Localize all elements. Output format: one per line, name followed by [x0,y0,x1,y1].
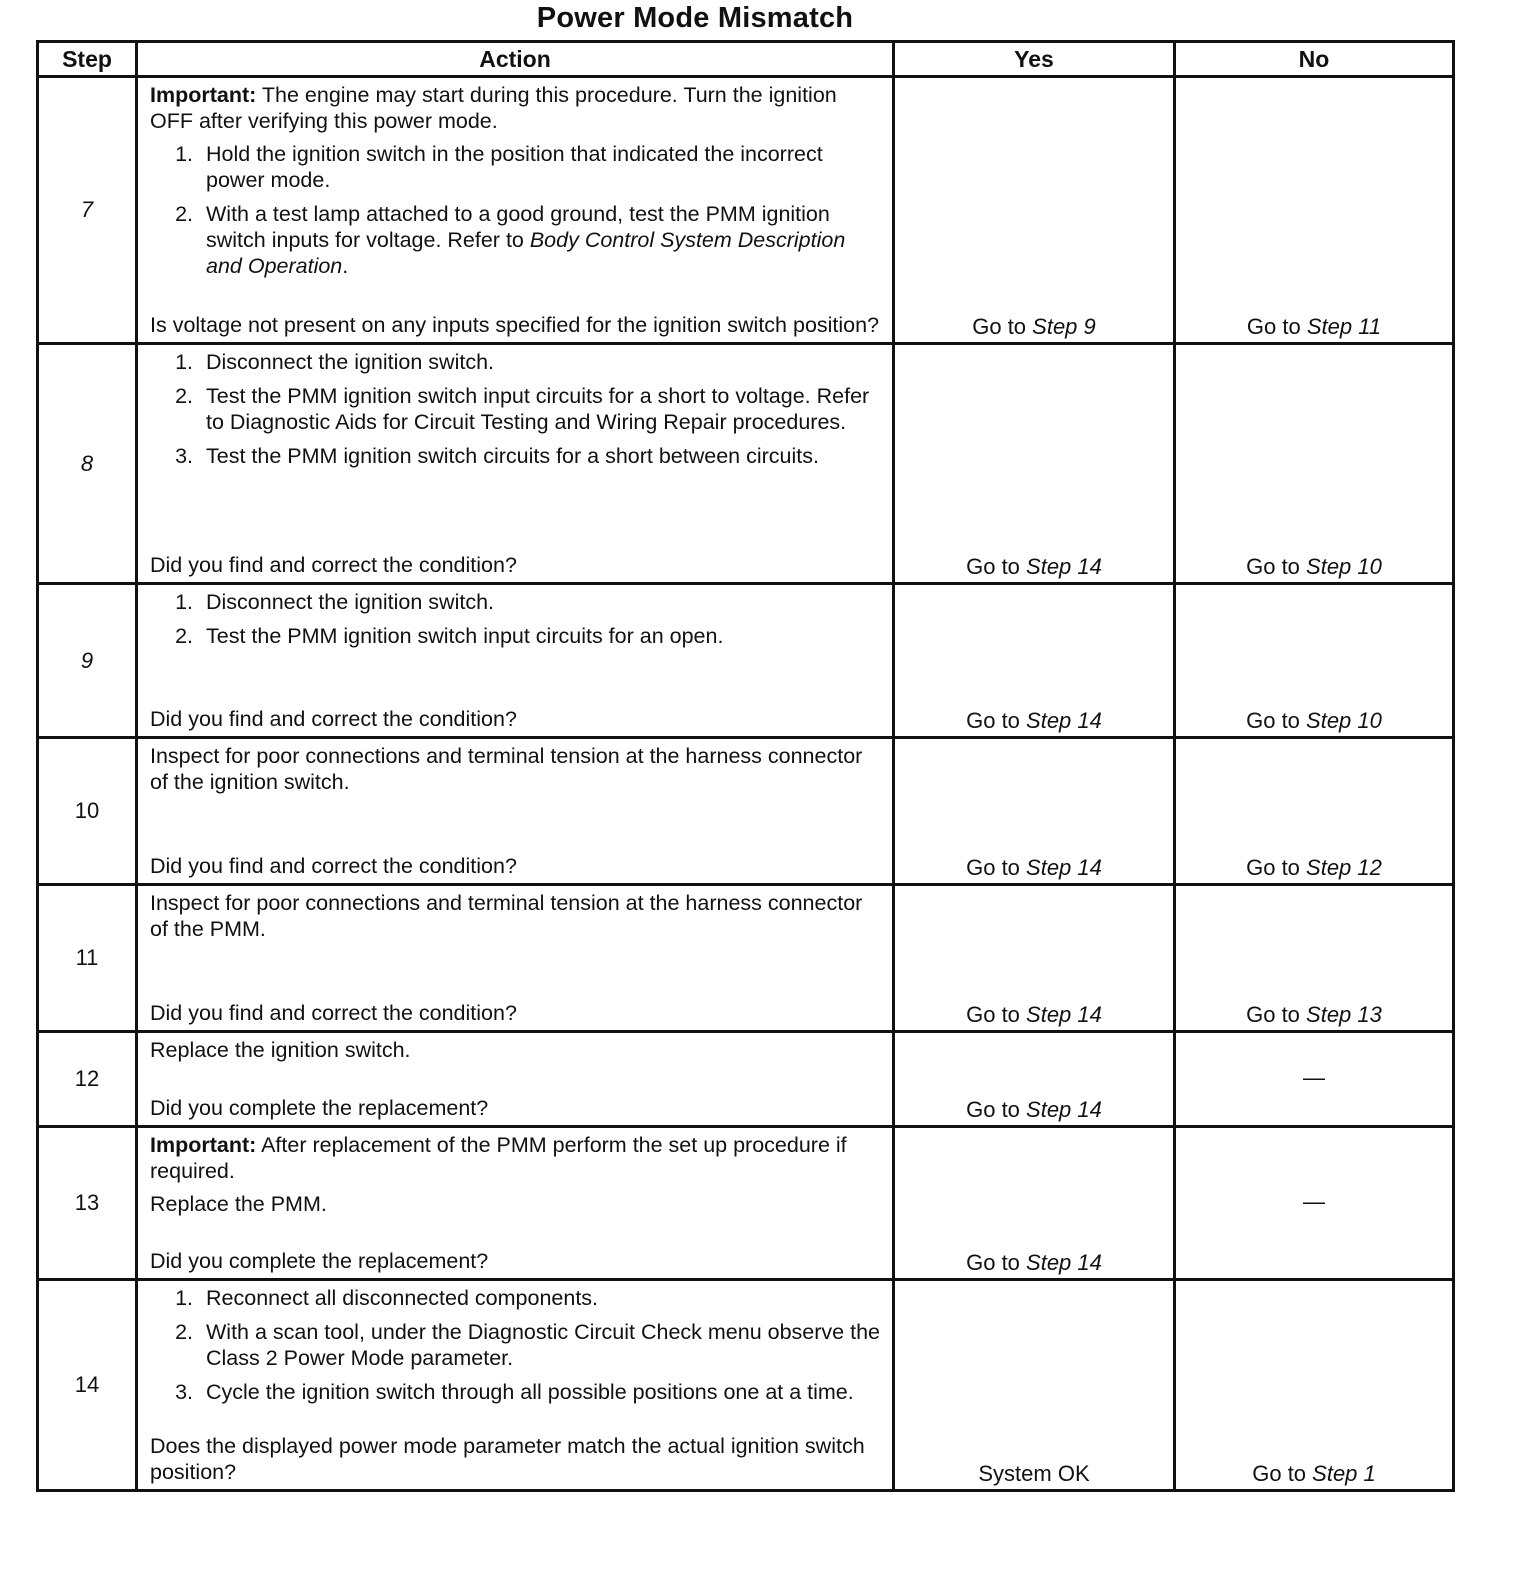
header-action: Action [137,42,894,77]
item-number: 1. [175,350,193,374]
no-step-ref: Step 12 [1306,855,1382,880]
item-text: Test the PMM ignition switch circuits for a short between circuits. [206,444,819,468]
item-number: 1. [175,142,193,166]
question-text: Does the displayed power mode parameter match the actual ignition switch position? [150,1434,865,1484]
yes-prefix: Go to [966,1002,1027,1027]
yes-cell [894,584,1175,738]
item-text-main: With a test lamp attached to a good ground, test the PMM ignition switch inputs for voltage. Refer to [206,202,830,252]
yes-prefix: Go to [966,1250,1027,1275]
table-row [38,1280,1454,1491]
no-step-ref: Step 1 [1312,1461,1376,1486]
step-list [150,589,882,657]
table-row [38,77,1454,344]
important-label: Important: [150,83,257,107]
yes-step-ref: Step 9 [1032,314,1096,339]
no-dash: — [1303,1189,1325,1214]
item-text-end: . [342,254,349,278]
list-item [150,141,882,193]
action-text: Inspect for poor connections and terminal tension at the harness connector of the ignition switch. [150,744,863,794]
list-item [150,443,882,469]
item-number: 2. [175,1320,193,1344]
no-cell [1175,77,1454,344]
yes-cell [894,1127,1175,1280]
header-no: No [1175,42,1454,77]
list-item [150,1379,882,1405]
important-note [150,82,882,134]
action-cell [137,1280,894,1491]
item-number: 3. [175,1380,193,1404]
diagnostic-table [36,40,1455,1492]
action-text: Replace the ignition switch. [150,1038,411,1062]
yes-step-ref: Step 14 [1026,708,1102,733]
yes-step-ref: Step 14 [1026,855,1102,880]
item-number: 2. [175,384,193,408]
no-prefix: Go to [1246,554,1307,579]
no-step-ref: Step 10 [1306,708,1382,733]
no-cell [1175,344,1454,584]
no-cell [1175,885,1454,1032]
item-text: Test the PMM ignition switch input circuits for a short to voltage. Refer to Diagnostic Aids for Circuit Testing and Wiring Repair procedures. [206,384,870,434]
no-step-ref: Step 13 [1306,1002,1382,1027]
yes-cell [894,885,1175,1032]
item-text: Cycle the ignition switch through all possible positions one at a time. [206,1380,854,1404]
table-row [38,344,1454,584]
action-cell [137,885,894,1032]
no-prefix: Go to [1246,1002,1307,1027]
header-yes: Yes [894,42,1175,77]
item-text [206,201,882,279]
action-text: Replace the PMM. [150,1192,327,1216]
no-dash: — [1303,1065,1325,1090]
question-text: Did you complete the replacement? [150,1096,489,1120]
important-note [150,1132,882,1184]
step-number: 8 [38,344,137,584]
no-cell [1175,1032,1454,1127]
table-row [38,738,1454,885]
action-cell [137,1032,894,1127]
no-step-ref: Step 10 [1306,554,1382,579]
yes-prefix: Go to [966,554,1027,579]
step-number: 9 [38,584,137,738]
item-number: 2. [175,624,193,648]
item-number: 2. [175,202,193,226]
item-text: Reconnect all disconnected components. [206,1286,599,1310]
yes-step-ref: Step 14 [1026,1250,1102,1275]
action-cell [137,1127,894,1280]
list-item [150,383,882,435]
item-text: Disconnect the ignition switch. [206,350,495,374]
yes-prefix: Go to [966,855,1027,880]
list-item [150,349,882,375]
table-row [38,1127,1454,1280]
important-label: Important: [150,1133,257,1157]
action-cell [137,738,894,885]
list-item [150,1319,882,1371]
yes-cell [894,1032,1175,1127]
yes-prefix: Go to [966,708,1027,733]
question-text: Did you find and correct the condition? [150,1001,517,1025]
list-item [150,201,882,279]
yes-cell [894,1280,1175,1491]
item-number: 1. [175,590,193,614]
header-row [38,42,1454,77]
no-prefix: Go to [1246,855,1307,880]
table-row [38,584,1454,738]
step-number: 13 [38,1127,137,1280]
no-cell [1175,584,1454,738]
important-text: After replacement of the PMM perform the set up procedure if required. [150,1133,847,1183]
action-cell [137,77,894,344]
item-text: Test the PMM ignition switch input circuits for an open. [206,624,724,648]
table-row [38,1032,1454,1127]
action-cell [137,344,894,584]
item-text: Disconnect the ignition switch. [206,590,495,614]
yes-cell [894,738,1175,885]
item-text: Hold the ignition switch in the position that indicated the incorrect power mode. [206,142,823,192]
no-step-ref: Step 11 [1306,314,1382,339]
list-item [150,1285,882,1311]
list-item [150,589,882,615]
important-text: The engine may start during this procedure. Turn the ignition OFF after verifying this power mode. [150,83,837,133]
page-title: Power Mode Mismatch [536,2,854,34]
question-text: Did you complete the replacement? [150,1249,489,1273]
step-number: 12 [38,1032,137,1127]
step-list [150,141,882,279]
step-number: 10 [38,738,137,885]
no-prefix: Go to [1246,708,1307,733]
step-number: 11 [38,885,137,1032]
no-prefix: Go to [1252,1461,1313,1486]
step-number: 7 [38,77,137,344]
no-prefix: Go to [1246,314,1307,339]
item-number: 3. [175,444,193,468]
item-reference: Body Control System Description and Operation [206,228,846,278]
no-cell [1175,1127,1454,1280]
yes-step-ref: Step 14 [1026,554,1102,579]
yes-step-ref: Step 14 [1026,1002,1102,1027]
step-list [150,1285,882,1413]
header-step: Step [38,42,137,77]
action-cell [137,584,894,738]
question-text: Did you find and correct the condition? [150,553,517,577]
item-text: With a scan tool, under the Diagnostic Circuit Check menu observe the Class 2 Power Mode parameter. [206,1320,880,1370]
yes-cell [894,344,1175,584]
yes-result: System OK [978,1461,1090,1486]
no-cell [1175,1280,1454,1491]
step-number: 14 [38,1280,137,1491]
table-row [38,885,1454,1032]
no-cell [1175,738,1454,885]
action-text: Inspect for poor connections and terminal tension at the harness connector of the PMM. [150,891,863,941]
yes-cell [894,77,1175,344]
yes-prefix: Go to [972,314,1033,339]
yes-step-ref: Step 14 [1026,1097,1102,1122]
question-text: Did you find and correct the condition? [150,707,517,731]
yes-prefix: Go to [966,1097,1027,1122]
item-number: 1. [175,1286,193,1310]
question-text: Did you find and correct the condition? [150,854,517,878]
question-text: Is voltage not present on any inputs specified for the ignition switch position? [150,313,880,337]
list-item [150,623,882,649]
step-list [150,349,882,477]
